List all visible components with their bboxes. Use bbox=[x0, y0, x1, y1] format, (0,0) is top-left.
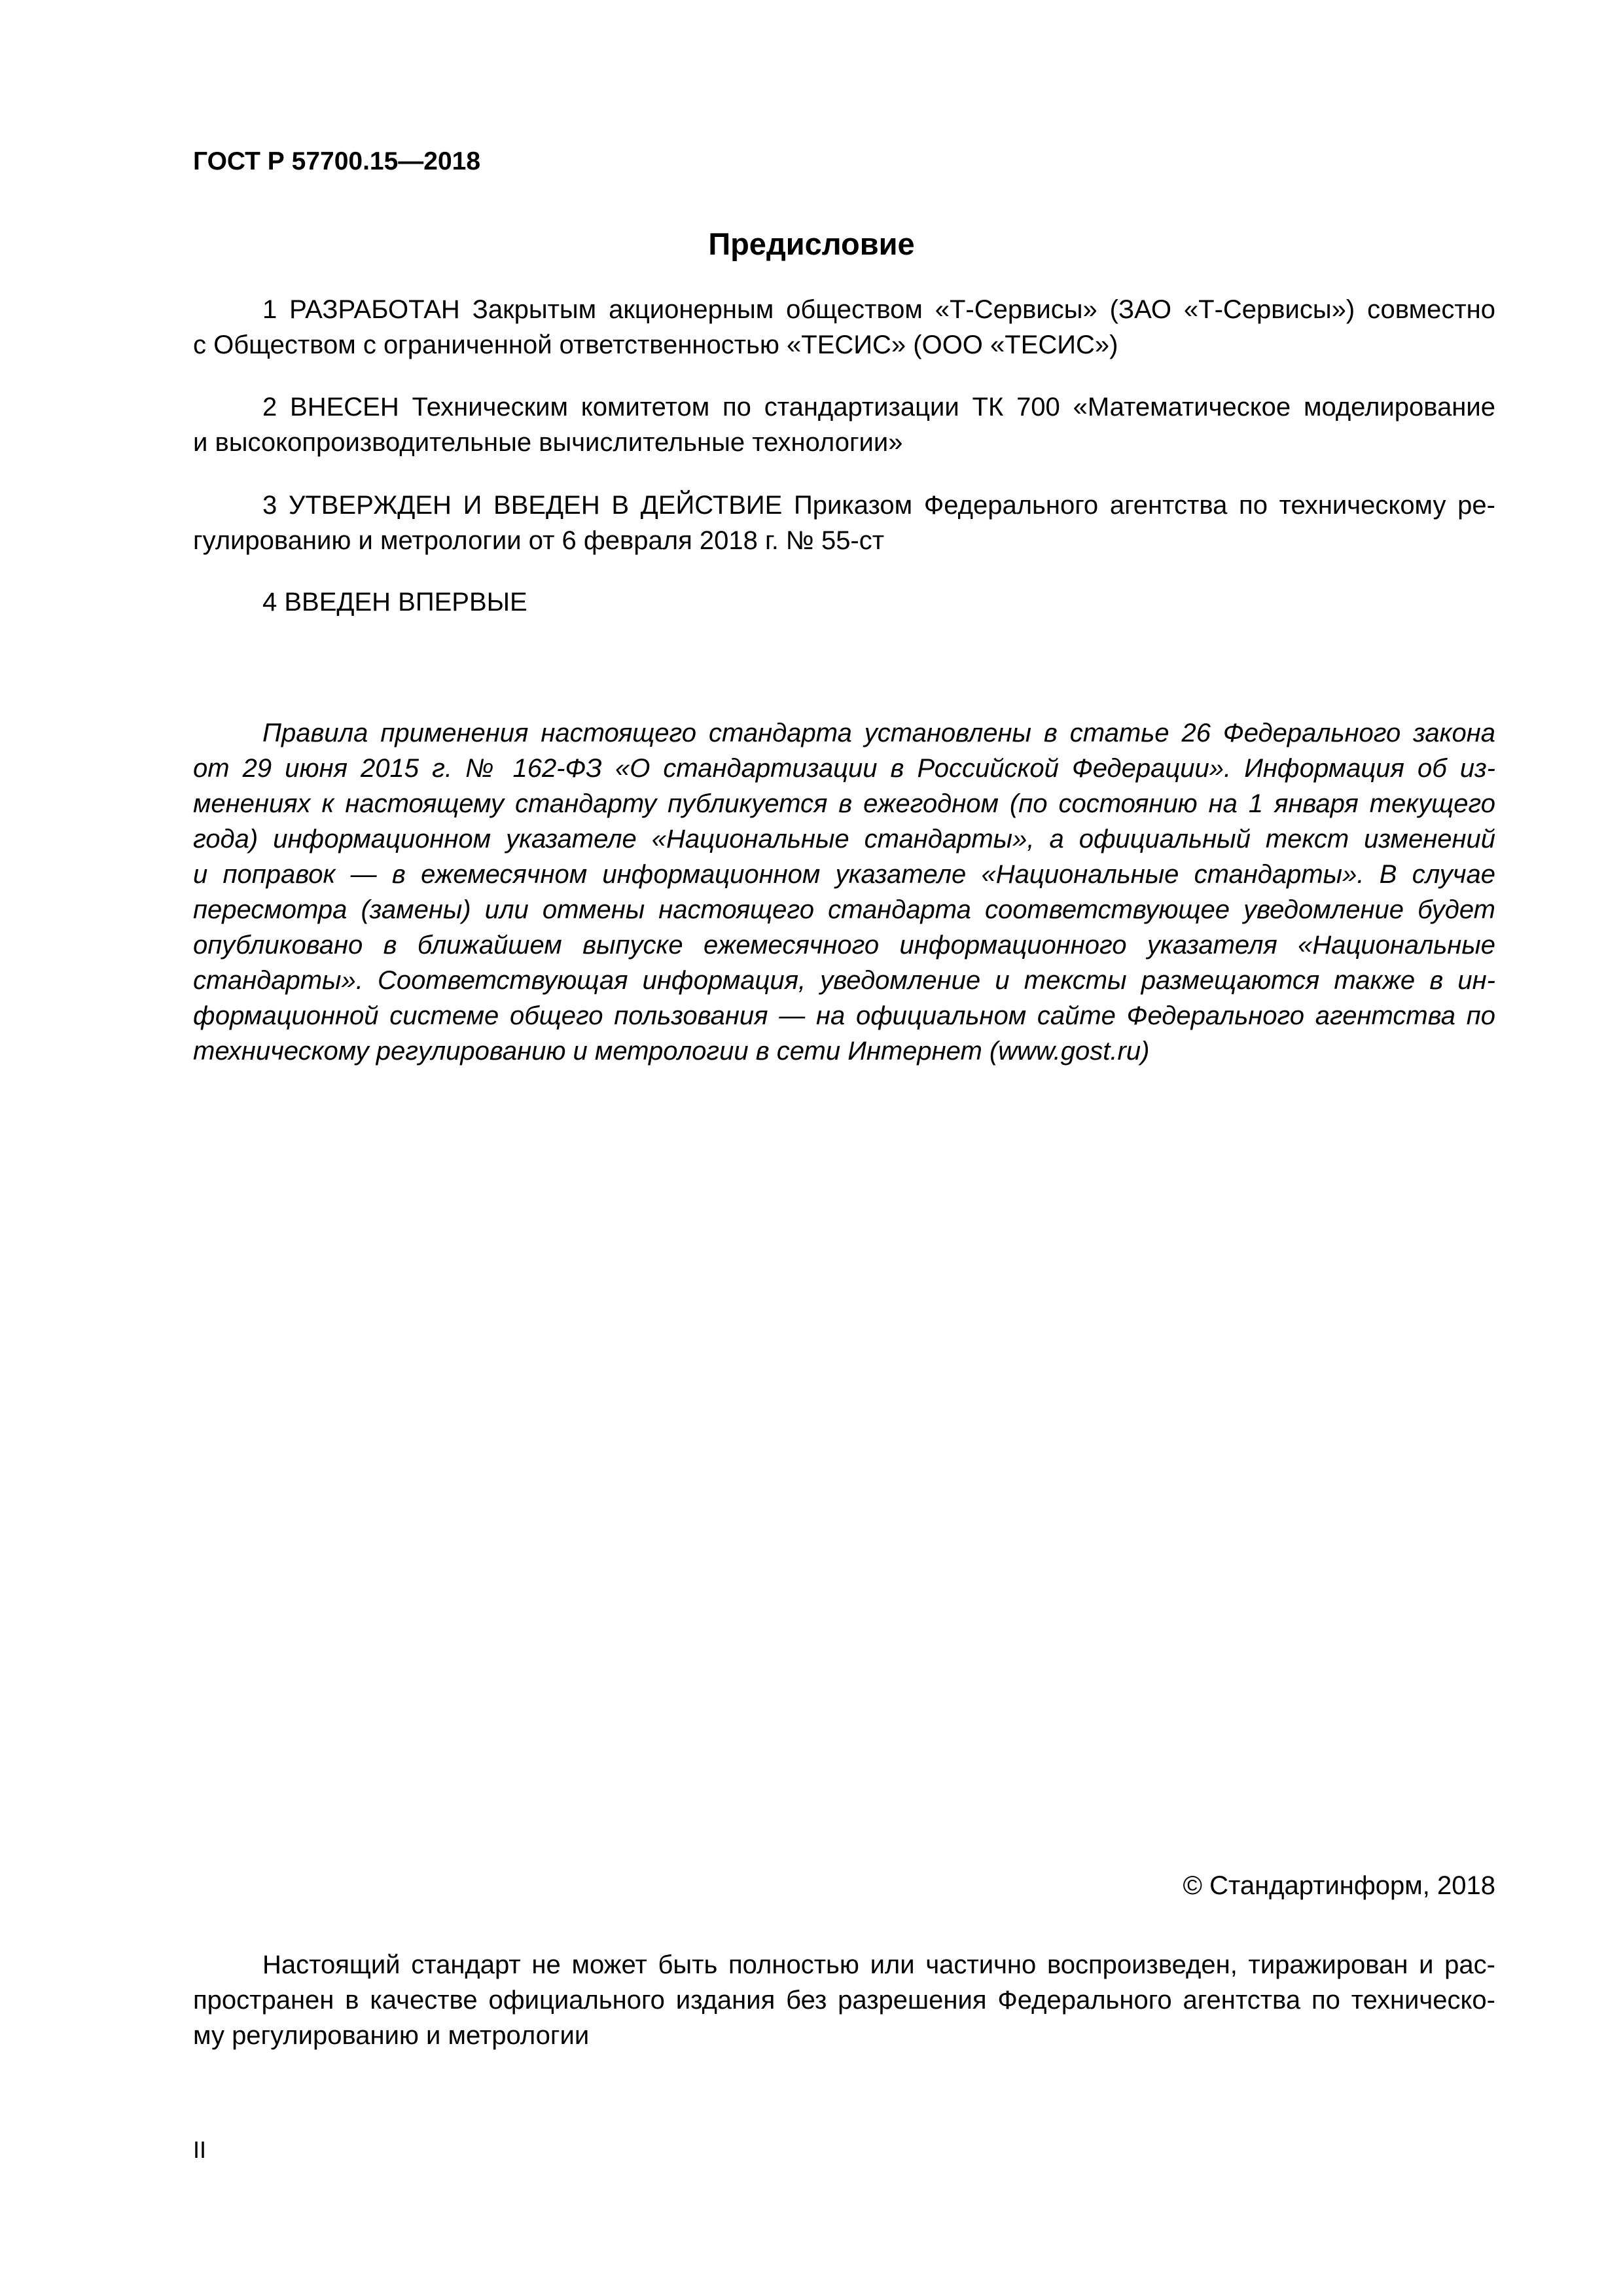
reproduction-line-1: Настоящий стандарт не может быть полностью или частично воспроизведен, тиражирован и рас- bbox=[262, 1950, 1495, 1979]
notice-line-7: опубликовано в ближайшем выпуске ежемесячного информационного указателя «Национальные bbox=[193, 931, 1495, 960]
notice-line-3: менениях к настоящему стандарту публикуется в ежегодном (по состоянию на 1 января текущего bbox=[193, 789, 1495, 818]
notice-line-4: года) информационном указателе «Национальные стандарты», а официальный текст изменений bbox=[193, 825, 1495, 853]
foreword-item-4 bbox=[193, 584, 1495, 620]
reproduction-notice bbox=[193, 1947, 1495, 2053]
foreword-item-2-line-2: и высокопроизводительные вычислительные технологии» bbox=[193, 428, 903, 457]
foreword-item-3-line-2: гулированию и метрологии от 6 февраля 2018 г. № 55-ст bbox=[193, 526, 885, 555]
notice-line-10: техническому регулированию и метрологии в сети Интернет (www.gost.ru) bbox=[193, 1037, 1150, 1066]
document-code: ГОСТ Р 57700.15—2018 bbox=[193, 147, 481, 175]
foreword-item-1-line-1: 1 РАЗРАБОТАН Закрытым акционерным обществом «Т-Сервисы» (ЗАО «Т-Сервисы») совместно bbox=[262, 295, 1495, 324]
page-number: II bbox=[193, 2136, 207, 2163]
foreword-item-1 bbox=[193, 292, 1495, 363]
notice-line-2: от 29 июня 2015 г. № 162-ФЗ «О стандартизации в Российской Федерации». Информация об из- bbox=[193, 754, 1495, 783]
notice-line-5: и поправок — в ежемесячном информационном указателе «Национальные стандарты». В случае bbox=[193, 860, 1495, 889]
notice-line-8: стандарты». Соответствующая информация, уведомление и тексты размещаются также в ин- bbox=[193, 966, 1495, 995]
reproduction-line-2: пространен в качестве официального издания без разрешения Федерального агентства по техническо- bbox=[193, 1986, 1495, 2015]
foreword-item-1-line-2: с Обществом с ограниченной ответственностью «ТЕСИС» (ООО «ТЕСИС») bbox=[193, 331, 1118, 359]
standard-notice bbox=[193, 715, 1495, 1069]
foreword-item-3 bbox=[193, 488, 1495, 558]
notice-line-6: пересмотра (замены) или отмены настоящего стандарта соответствующее уведомление будет bbox=[193, 895, 1495, 924]
foreword-item-2-line-1: 2 ВНЕСЕН Техническим комитетом по стандартизации ТК 700 «Математическое моделирование bbox=[262, 393, 1495, 422]
reproduction-line-3: му регулированию и метрологии bbox=[193, 2021, 590, 2050]
foreword-item-2 bbox=[193, 389, 1495, 460]
page-title: Предисловие bbox=[708, 226, 915, 261]
foreword-item-4-line-1: 4 ВВЕДЕН ВПЕРВЫЕ bbox=[262, 588, 527, 617]
foreword-item-3-line-1: 3 УТВЕРЖДЕН И ВВЕДЕН В ДЕЙСТВИЕ Приказом Федерального агентства по техническому ре- bbox=[262, 491, 1495, 520]
notice-line-9: формационной системе общего пользования — на официальном сайте Федерального агентства по bbox=[193, 1001, 1495, 1030]
notice-line-1: Правила применения настоящего стандарта установлены в статье 26 Федерального закона bbox=[262, 719, 1495, 747]
copyright-notice: © Стандартинформ, 2018 bbox=[1183, 1871, 1495, 1900]
